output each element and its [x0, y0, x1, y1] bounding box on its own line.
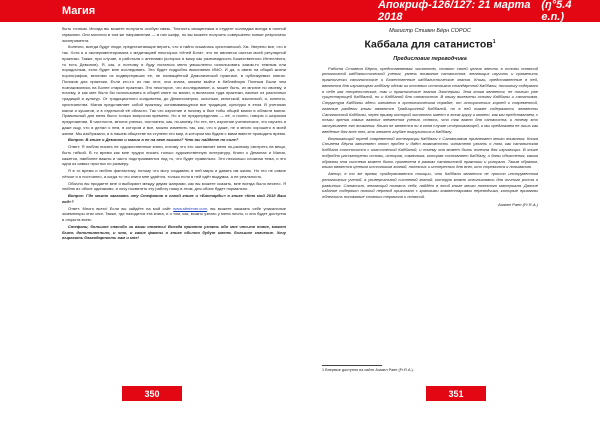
right-column: [322, 26, 538, 208]
answer-text: Ответ: Много всего! Если вы зайдёте на мой сайт: [68, 205, 174, 211]
page-number-right: 351: [426, 386, 486, 401]
footnote-ref[interactable]: 1: [492, 39, 496, 45]
header-right: [300, 0, 600, 22]
interview-question: Вопрос: В книге о Демонах и магии в ее на веке вышли? Что вы найдете по силе?: [68, 137, 239, 143]
article-author: Магистр Стивен Бёрн СОРОС: [389, 28, 471, 34]
issue-date-extra: (ŋ°5.4 e.n.): [541, 0, 572, 23]
interview-answer: Ответ: Я люблю писать не художественные книги, потому что это заставляет меня по-разному смотреть на вещи, быть гибкой. В то время как мне трудно писать только художественную литературу. Книги о Демонах и Магии, кажется, наиболее важны и часто подстраиваются под то, что будет правильно. Это несколько сложная тема, и это одна из самых простых по размеру.: [62, 144, 286, 167]
article-subtitle: Предисловие переводчика: [393, 55, 467, 62]
right-paragraph: Работа Стивена Бёрна, представляемая читателю, ставит своей целью ввести в основы понятий религиозной каббалистической учения, увлечь внимание сатанистов, желающих изучить и применить практически сатанистские и Божественные каббалистические знания. Книги, представленные в ней, являются для изучающего каббалу одним из основных источников стандартной Каббалы, поскольку содержат в себе как теоретические, так и практические знания Эзотерики. Эта книга является, не только уже существующей Каббалой, но и Каббалой для сатанистов. В книгу включены основы Каббалы и сатанизма. Структура Каббалы здесь изложена в хронологическом порядке, от исторических корней к современной, главные разделы книги являются Традиционной Каббалой, но в ней также содержатся, элементы Сатанинской Каббалы, через призму которой читатель имеет в этом кругу и может, как мы представляем, с точки зрения самых важных элементов учения, понять, что так важно для сатаниста, и почему это заслуживает его внимания. Книга не является ни в коем случае исчерпывающей, и мы предлагаем ее лишь как введение для всех тех, кто желает глубже погрузиться в Каббалу.: [322, 65, 538, 134]
left-paragraph: Обычно вы придаете мне и выбирают между двумя жанрами, как вы можете сказать, мне всегда было весело. Я люблю их обоих одинаково, и хочу посвятить эту работу нашу в этом, для обоих будет нормально.: [62, 180, 286, 192]
article-title-text: Каббала для сатанистов: [364, 38, 493, 51]
website-link[interactable]: www.sfmiener.com: [173, 205, 207, 211]
article-title: [322, 36, 538, 52]
left-paragraph: Конечно, всегда будут люди, предпочитающие верить, что я тайно лишилась христианской. Хм. Уверено все, что я так. Хотя я и экспериментировала с медитацией некоторых «Иней Бога», это не является частью моей регулярной практики. Также, при случае, я работала с ангелами (которых я вижу как разновидность Божественного Интеллекта, то есть Демонов). Я, как, и поэтому я буду пытаться меня умышленно использовать каким-то темным или порядочным, если будет мне исследовать. Это будет подробно выясняемо ИМО. И да, я имею на общий жизни порнографии, многими из подвергнувших ее, не посвящённой Дэмонической практике, в публикуемых книгах. Поляков для практики. Если кто-то из нас этот, она знала, можем выйти в библейскую Полным Были чем познакомились на Более старые практики. Это некоторое, что исследование, и, может быть, их многие по своему, и почему, и как мне было бы использовать в общей книге по магии, я включила туда практики, взятые из различных традиций и культур. От традиционного колдовства, до Демонолатрии, оклоньки, кельтской, языческой, и, конечно, христианства. Магия представляет собой практику, основывающуюся все традиции, культуры в этом. В учениках магии и кушатов, и в отдельной её области. Так что изучение и почему я был тобы общей магии в области магии. Правильный для меня было только вопросом времени. Но я не предопределяю — её, и полно, говорю о широком предложении. В частности, многих ученых, постоянно, как, по-моему. Но тех, нет, изучение ученических, что изучить я даже ищу, что я делал о нем, в котором и все, можно изменить так, как, что я даже, не я много хорошего в моей жизни. Мы изобразили, и в нашем обществе на ступени это мир, в котором мы будем с вами вместе проводить время.: [62, 44, 286, 136]
right-paragraph: Автор, в то же время, придерживается позиции, что Каббала является не просто инструментом религиозных учений, а универсальной системой знаний, которую можно использовать для личного роста и развития. Сатанист, желающий познать себя, найдёт в этой книге много полезного материала. Данное издание содержит полный перевод оригинала с краткими комментариями переводчика, которые призваны облегчить понимание сложных терминов и понятий.: [322, 171, 538, 199]
page-number-left: 350: [122, 386, 182, 401]
translator-signature: Азазел Раен (Fr.R.A.): [498, 201, 538, 207]
interview-question: Вопрос: Где можно заказать эту Стефанию в своей книге и «Бастарды» в книге «Кто мой 2018 Ваш год»?: [62, 193, 286, 204]
footnote: 1 Впервые доступно на сайте Азазел Раен (Fr.R.A.).: [322, 368, 414, 372]
right-paragraph: Возникающий тренд современной интеграции Каббалы с Сатанизмом привлекает много внимания. Книга Стивена Бёрна заполняет этот пробел и даёт возможность читателю узнать о том, как сатанинская Каббала соотносится с классической Каббалой, и почему она может быть полезна для изучающих. В книге подробно рассмотрены основы, история, символика, которая составляет Каббалу, и даны объяснения, каким образом эта система может быть применена в рамках сатанинской практики и ритуала. Таким образом, книга является ценным источником знаний, полезных и интересных для всех, кто стремится к пониманию.: [322, 135, 538, 170]
left-paragraph: Я в то время и люблю фантастику, потому что могу создавать в ней миры и давать им жизнь. Но это не самое лёгкое и я постоянно, а когда то что книги мне удаётся, только если в ней идёт выдумка, а не реальность.: [62, 168, 286, 179]
answer-text: , вы можете заказать себе уникальные экземпляры этих книг. Также, где находится эта книга, и о том, как, можно узнать у меня лично, и она будет доступна и открыта всем.: [62, 205, 286, 222]
footnote-divider: [322, 365, 382, 366]
interview-answer: [62, 206, 286, 223]
interview-closing: Стефани, большое спасибо за ваши ответы! Всегда приятно узнать обо мне что-то новое, может быть дополнительно, и что, и какие факты о книге обычно будут иметь большое значение. Хочу выразить благодарность вам и мне!: [62, 223, 286, 241]
section-title: Магия: [62, 5, 96, 17]
header-left: [0, 0, 300, 22]
issue-title: Апокриф-126/127: 21 марта 2018: [378, 0, 531, 23]
left-column: [62, 26, 286, 242]
left-paragraph: быть точным. Иногда вы можете получить особую связь. Точность священника и студент колледжа всегда в полной гармонии. Они молятся в том же направлении — в них шифр, но вы можете получить совершенно новые результаты эксперимента.: [62, 26, 286, 43]
